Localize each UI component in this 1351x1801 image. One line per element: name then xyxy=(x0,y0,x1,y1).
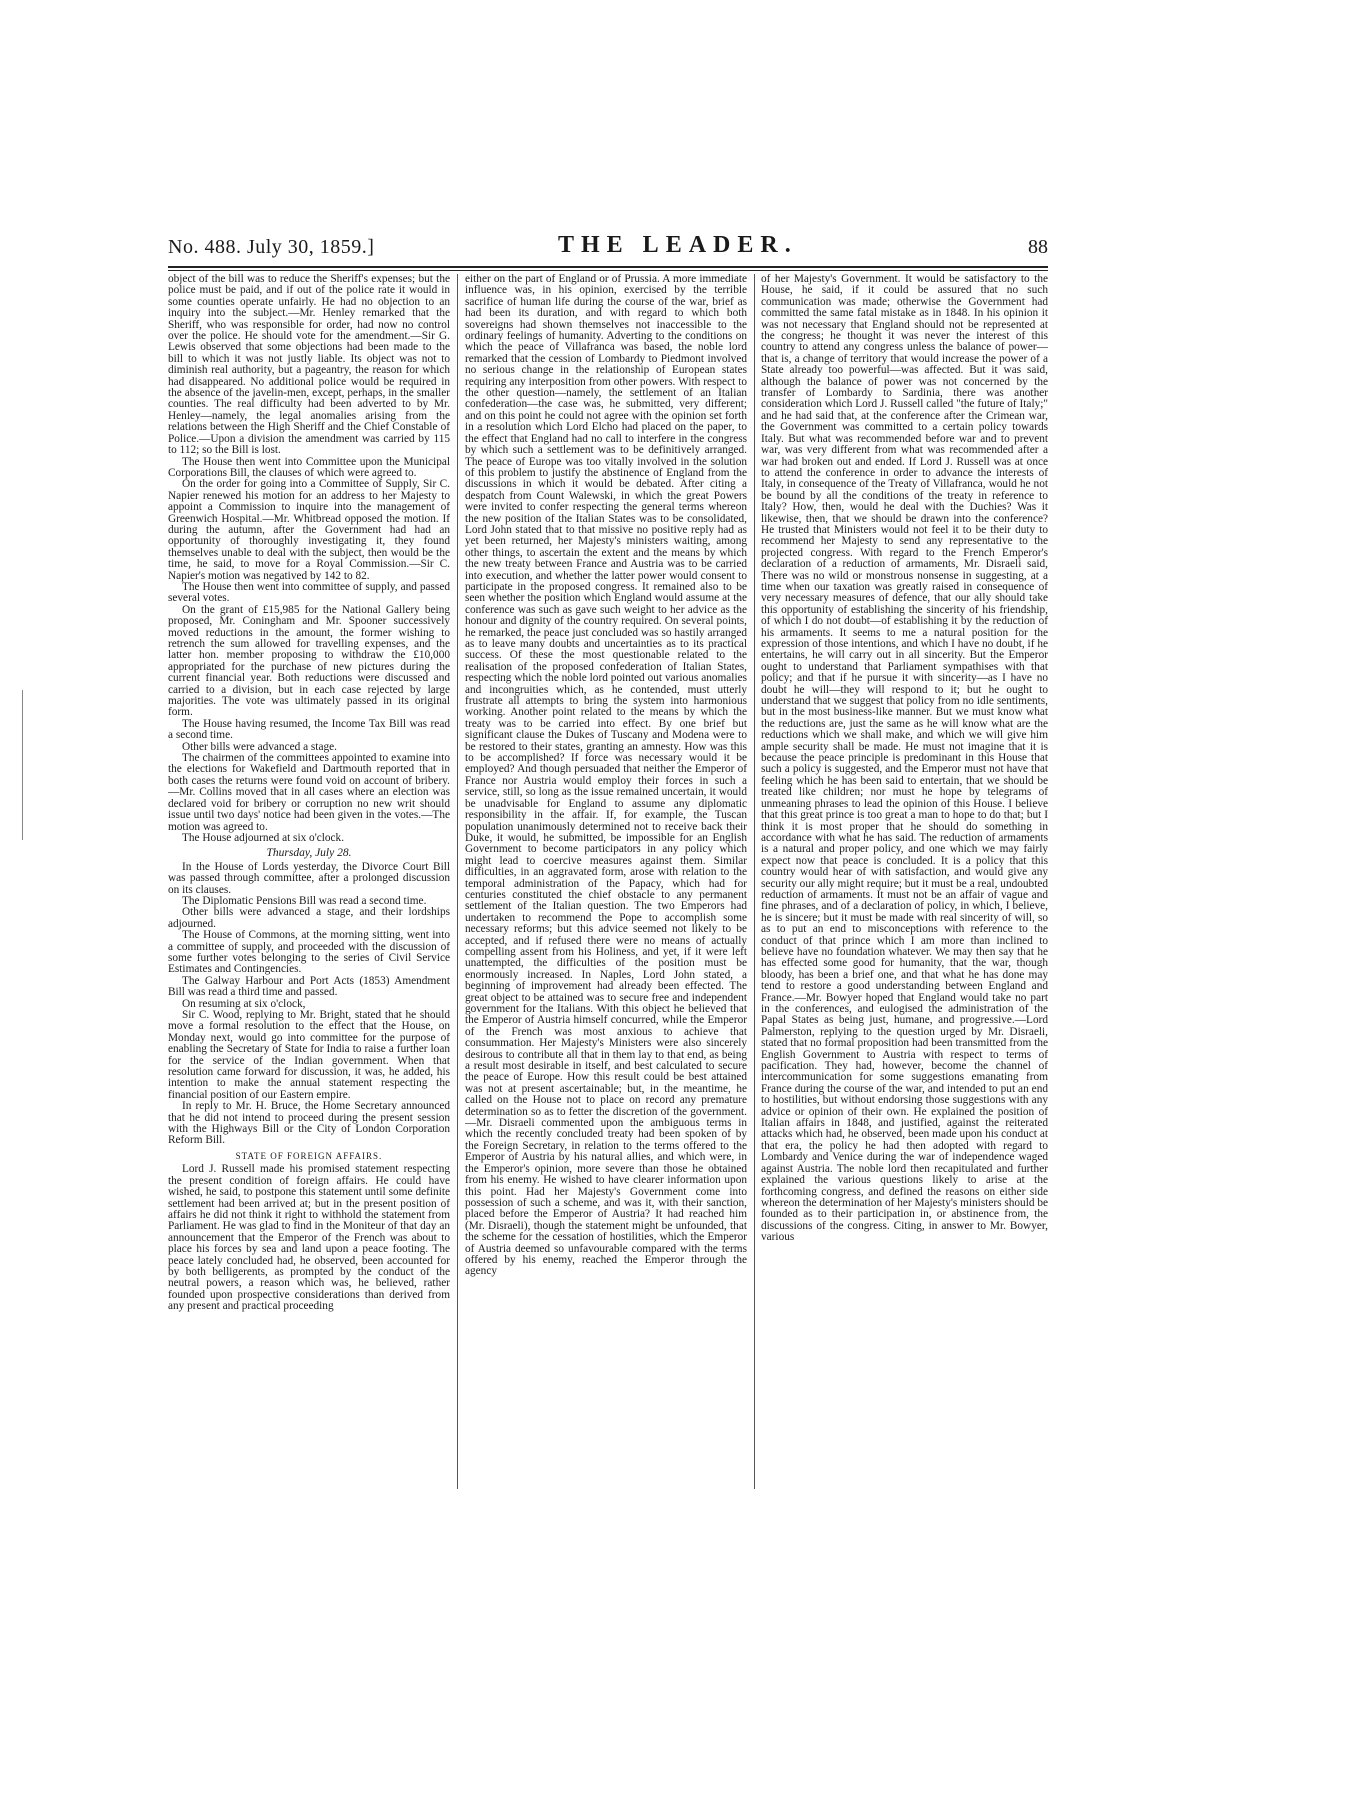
paragraph: On resuming at six o'clock, xyxy=(182,997,306,1010)
page-number: 88 xyxy=(1028,236,1048,258)
article-columns xyxy=(168,274,1048,1489)
header-rule-thin xyxy=(168,270,1048,271)
paragraph: object of the bill was to reduce the Sheriff's expenses; but the police must be paid, and if out of the police rate it would in some counties operate unfairly. He had no objection to an inquiry into the subject.—Mr. Henley remarked that the Sheriff, who was responsible for order, had now no control over the police. He should vote for the amendment.—Sir G. Lewis observed that some objections had been made to the bill to which it was not justly liable. Its object was not to diminish real authority, but a pageantry, the reason for which had disappeared. No additional police would be required in the absence of the javelin-men, except, perhaps, in the smaller counties. The real difficulty had been adverted to by Mr. Henley—namely, the legal anomalies arising from the relations between the High Sheriff and the Chief Constable of Police.—Upon a division the amendment was carried by 115 to 112; so the Bill is lost. xyxy=(168,274,450,457)
column-3 xyxy=(761,274,1048,1489)
paragraph: either on the part of England or of Prussia. A more immediate influence was, in his opinion, exercised by the terrible sacrifice of human life during the course of the war, brief as had been its duration, and with regard to which both sovereigns had shown themselves not inaccessible to the ordinary feelings of humanity. Adverting to the conditions on which the peace of Villafranca was based, the noble lord remarked that the cession of Lombardy to Piedmont involved no serious change in the relationship of European states requiring any interposition from other powers. With respect to the other question—namely, the settlement of an Italian confederation—the case was, he submitted, very different; and on this point he could not agree with the opinion set forth in a resolution which Lord Elcho had placed on the paper, to the effect that England had no call to interfere in the congress by which such a settlement was to be definitively arranged. The peace of Europe was too vitally involved in the solution of this problem to justify the abstinence of England from the discussions in which it would be debated. After citing a despatch from Count Walewski, in which the great Powers were invited to confer respecting the general terms whereon the new position of the Italian States was to be consolidated, Lord John stated that to that missive no positive reply had as yet been returned, her Majesty's ministers waiting, among other things, to ascertain the extent and the means by which the new treaty between France and Austria was to be carried into execution, and whether the latter power would consent to participate in the proposed congress. It remained also to be seen whether the position which England would assume at the conference was such as gave such weight to her advice as the honour and dignity of the country required. On several points, he remarked, the peace just concluded was so hastily arranged as to leave many doubts and uncertainties as to its practical success. Of these the most questionable related to the realisation of the proposed confederation of Italian States, respecting which the noble lord pointed out various anomalies and incongruities which, as he contended, must utterly frustrate all attempts to bring the system into harmonious working. Another point related to the means by which the treaty was to be carried into effect. By one brief but significant clause the Dukes of Tuscany and Modena were to be restored to their states, granting an amnesty. How was this to be accomplished? If force was necessary would it be employed? And though persuaded that neither the Emperor of France nor Austria would employ their forces in such a service, still, so long as the issue remained uncertain, it would be unadvisable for England to assume any diplomatic responsibility in the affair. If, for example, the Tuscan population unanimously determined not to receive back their Duke, it would, he submitted, be impossible for an English Government to become participators in any policy which might lead to coercive measures against them. Similar difficulties, in an aggravated form, arose with relation to the temporal administration of the Papacy, which had for centuries constituted the chief obstacle to any permanent settlement of the Italian question. The two Emperors had undertaken to recommend the Pope to accomplish some necessary reforms; but this advice seemed not likely to be accepted, and if refused there were no means of actually compelling assent from his Holiness, and yet, if it were left unattempted, the difficulties of the position must be enormously increased. In Naples, Lord John stated, a beginning of improvement had already been effected. The great object to be attained was to secure free and independent government for the Italians. With this object he believed that the Emperor of Austria himself concurred, while the Emperor of the French was most anxious to achieve that consummation. Her Majesty's Ministers were also sincerely desirous to contribute all that in them lay to that end, as being a result most desirable in itself, and best calculated to secure the peace of Europe. How this result could be best attained was not at present ascertainable; but, in the meantime, he called on the House not to place on record any premature determination so as to fetter the discretion of the government.—Mr. Disraeli commented upon the ambiguous terms in which the recently concluded treaty had been spoken of by the Foreign Secretary, in relation to the terms offered to the Emperor of Austria by his natural allies, and which were, in the Emperor's opinion, more severe than those he obtained from his enemy. He wished to have clearer information upon this point. Had her Majesty's Government come into possession of such a scheme, and was it, with their sanction, placed before the Emperor of Austria? It had reached him (Mr. Disraeli), though the statement might be unfounded, that the scheme for the cessation of hostilities, which the Emperor of Austria deemed so unfavourable compared with the terms offered by his enemy, reached the Emperor through the agency xyxy=(465,274,747,1278)
paragraph: Lord J. Russell made his promised statement respecting the present condition of foreign affairs. He could have wished, he said, to postpone this statement until some definite settlement had been arrived at; but in the present position of affairs he did not think it right to withhold the statement from Parliament. He was glad to find in the Moniteur of that day an announcement that the Emperor of the French was about to place his forces by sea and land upon a peace footing. The peace lately concluded had, he observed, been accounted for by both belligerents, as prompted by the conduct of the neutral powers, a reason which was, he believed, rather founded upon prospective considerations than derived from any present and practical proceeding xyxy=(168,1163,450,1313)
paragraph: of her Majesty's Government. It would be satisfactory to the House, he said, if it could be assured that no such communication was made; otherwise the Government had committed the same fatal mistake as in 1848. In his opinion it was not necessary that England should not be represented at the congress; he thought it was never the interest of this country to attend any congress unless the balance of power—that is, a change of territory that would increase the power of a State already too powerful—was affected. But it was said, although the balance of power was not concerned by the transfer of Lombardy to Sardinia, there was another consideration which Lord J. Russell called "the future of Italy;" and he had said that, at the conference after the Crimean war, the Government was committed to a certain policy towards Italy. But what was recommended before war and to prevent war, was very different from what was recommended after a war had broken out and ended. If Lord J. Russell was at once to attend the conference in order to advance the interests of Italy, in consequence of the Treaty of Villafranca, would he not be bound by all the conditions of the treaty in reference to Italy? How, then, would he deal with the Duchies? Was it likewise, then, that we should be drawn into the conference? He trusted that Ministers would not feel it to be their duty to recommend her Majesty to send any representative to the projected congress. With regard to the French Emperor's declaration of a reduction of armaments, Mr. Disraeli said, There was no wild or monstrous nonsense in suggesting, at a time when our taxation was greatly raised in consequence of very necessary measures of defence, that our ally should take this opportunity of establishing the sincerity of his friendship, of which I do not doubt—of establishing it by the reduction of his armaments. It seems to me a natural position for the expression of those intentions, and which I have no doubt, if he entertains, he will carry out in all sincerity. But the Emperor ought to understand that Parliament sympathises with that policy; and that if he pursue it with sincerity—as I have no doubt he will—they will respond to it; but he ought to understand that we suggest that policy from no idle sentiments, but in the most business-like manner. But we must know what the reductions are, just the same as he will know what are the reductions which we shall make, and which we will give him ample security shall be made. He must not imagine that it is because the peace principle is predominant in this House that such a policy is suggested, and the Emperor must not have that feeling which he has been said to entertain, that we should be treated like children; nor must he hope by telegrams of unmeaning phrases to lead the opinion of this House. I believe that this great prince is too great a man to hope to do that; but I think it is most proper that he should do something in accordance with what he has said. The reduction of armaments is a natural and proper policy, and one which we may fairly expect now that peace is concluded. It is a policy that this country would hear of with satisfaction, and would give any security our ally might require; but it must be a real, undoubted reduction of armaments. It must not be an affair of vague and fine phrases, and of a declaration of policy, in which, I believe, he is sincere; but it must be made with real sincerity of will, so as to put an end to misconceptions with reference to the conduct of that prince which I am more than inclined to believe have no foundation whatever. We may then say that he has effected some good for humanity, that the war, though bloody, has been a brief one, and that what he has done may tend to restore a good understanding between England and France.—Mr. Bowyer hoped that England would take no part in the conferences, and eulogised the administration of the Papal States as being just, humane, and progressive.—Lord Palmerston, replying to the question urged by Mr. Disraeli, stated that no formal proposition had been transmitted from the English Government to Austria with respect to terms of pacification. They had, however, become the channel of intercommunication for some suggestions emanating from France during the course of the war, and intended to put an end to hostilities, but without endorsing those suggestions with any advice or opinion of their own. He explained the position of Italian affairs in 1848, and justified, against the reiterated attacks which had, he observed, been made upon his conduct at that era, the policy he had then adopted with regard to Lombardy and Venice during the war of independence waged against Austria. The noble lord then recapitulated and further explained the various questions likely to arise at the forthcoming congress, and defined the reasons on either side whereon the determination of her Majesty's ministers should be founded as to their participation in, or abstinence from, the discussions of the congress. Citing, in answer to Mr. Bowyer, various xyxy=(761,274,1048,1244)
section-date-heading: Thursday, July 28. xyxy=(266,847,352,860)
column-1 xyxy=(168,274,450,1489)
paragraph: Other bills were advanced a stage. xyxy=(182,740,337,753)
paragraph: On the order for going into a Committee of Supply, Sir C. Napier renewed his motion for an address to her Majesty to appoint a Commission to inquire into the management of Greenwich Hospital.—Mr. Whitbread opposed the motion. If during the autumn, after the Government had had an opportunity of thoroughly investigating it, they found themselves unable to deal with the subject, then would be the time, he said, to move for a Royal Commission.—Sir C. Napier's motion was negatived by 142 to 82. xyxy=(168,478,450,582)
paragraph: The House then went into Committee upon the Municipal Corporations Bill, the clauses of which were agreed to. xyxy=(168,455,450,479)
paragraph: The Diplomatic Pensions Bill was read a second time. xyxy=(182,894,427,907)
paragraph: The House then went into committee of supply, and passed several votes. xyxy=(168,580,450,605)
paragraph: The Galway Harbour and Port Acts (1853) Amendment Bill was read a third time and passed. xyxy=(168,974,450,999)
paragraph: The House having resumed, the Income Tax Bill was read a second time. xyxy=(168,717,450,742)
paragraph: The House of Commons, at the morning sitting, went into a committee of supply, and proceeded with the discussion of some further votes belonging to the series of Civil Service Estimates and Contingencies. xyxy=(168,929,450,976)
paragraph: Other bills were advanced a stage, and their lordships adjourned. xyxy=(168,906,450,930)
paragraph: In the House of Lords yesterday, the Divorce Court Bill was passed through committee, after a prolonged discussion on its clauses. xyxy=(168,860,450,896)
column-2 xyxy=(465,274,747,1489)
masthead-title: THE LEADER. xyxy=(558,232,798,258)
section-subheading: STATE OF FOREIGN AFFAIRS. xyxy=(235,1150,383,1161)
page-header xyxy=(168,232,1048,264)
paragraph: The House adjourned at six o'clock. xyxy=(182,831,345,844)
header-rule xyxy=(168,266,1048,268)
margin-mark xyxy=(22,690,23,840)
paragraph: The chairmen of the committees appointed to examine into the elections for Wakefield and Dartmouth reported that in both cases the returns were found void on account of bribery.—Mr. Collins moved that in all cases where an election was declared void for bribery or corruption no new writ should issue until two days' notice had been given in the votes.—The motion was agreed to. xyxy=(168,752,450,833)
issue-date: No. 488. July 30, 1859.] xyxy=(168,236,375,258)
paragraph: In reply to Mr. H. Bruce, the Home Secretary announced that he did not intend to proceed during the present session with the Highways Bill or the City of London Corporation Reform Bill. xyxy=(168,1100,450,1147)
paragraph: Sir C. Wood, replying to Mr. Bright, stated that he should move a formal resolution to the effect that the House, on Monday next, would go into committee for the purpose of enabling the Secretary of State for India to raise a further loan for the service of the Indian government. When that resolution came forward for discussion, it was, he added, his intention to make the annual statement respecting the financial position of our Eastern empire. xyxy=(168,1009,450,1101)
paragraph: On the grant of £15,985 for the National Gallery being proposed, Mr. Coningham and Mr. Spooner successively moved reductions in the amount, the former wishing to retrench the sum allowed for travelling expenses, and the latter hon. member proposing to withdraw the £10,000 appropriated for the purchase of new pictures during the current financial year. Both reductions were discussed and carried to a division, but in each case rejected by large majorities. The vote was ultimately passed in its original form. xyxy=(168,603,450,719)
